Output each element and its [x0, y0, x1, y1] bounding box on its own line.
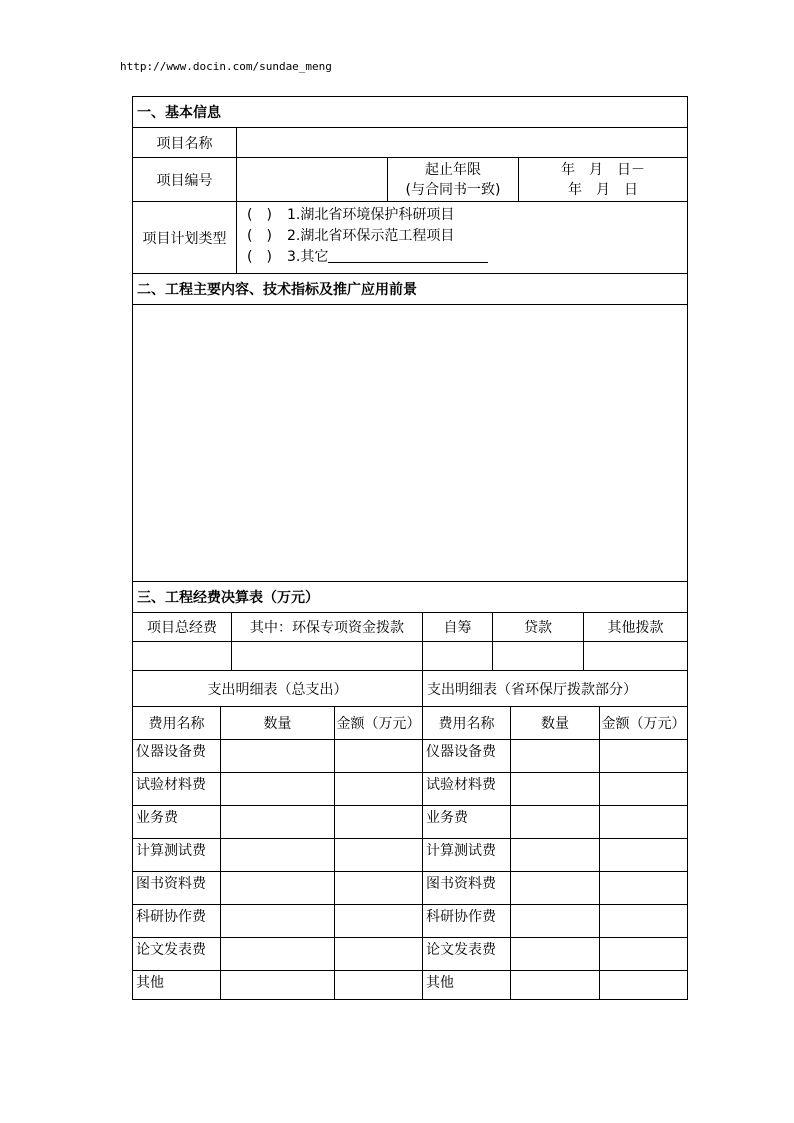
budget-title: 三、工程经费决算表（万元）	[133, 582, 688, 613]
expense-name-left: 业务费	[133, 806, 221, 839]
summary-value-total[interactable]	[133, 642, 232, 671]
detail-header-name-right: 费用名称	[423, 707, 511, 740]
quantity-left-field[interactable]	[221, 839, 335, 872]
amount-right-field[interactable]	[600, 806, 688, 839]
amount-left-field[interactable]	[335, 872, 423, 905]
summary-value-self-raised[interactable]	[423, 642, 493, 671]
expense-name-right: 其他	[423, 971, 511, 1000]
amount-right-field[interactable]	[600, 872, 688, 905]
budget-header-row	[133, 582, 688, 613]
detail-title-row	[133, 671, 688, 707]
project-name-field[interactable]	[237, 128, 688, 158]
detail-header-quantity-right: 数量	[511, 707, 600, 740]
amount-left-field[interactable]	[335, 839, 423, 872]
detail-row	[133, 806, 688, 839]
period-label-line1: 起止年限	[425, 161, 481, 178]
project-name-row	[133, 128, 688, 158]
content-title: 二、工程主要内容、技术指标及推广应用前景	[133, 274, 688, 305]
period-label-line2: (与合同书一致)	[405, 181, 501, 198]
detail-rows	[133, 740, 688, 1000]
plan-type-checkbox[interactable]: ( )	[247, 249, 272, 265]
plan-type-text: 2.湖北省环保示范工程项目	[287, 228, 455, 244]
amount-right-field[interactable]	[600, 740, 688, 773]
expense-name-left: 科研协作费	[133, 905, 221, 938]
detail-row	[133, 740, 688, 773]
quantity-right-field[interactable]	[511, 971, 600, 1000]
amount-left-field[interactable]	[335, 905, 423, 938]
other-type-blank[interactable]	[328, 247, 488, 263]
date-from: 年 月 日－	[561, 161, 645, 178]
period-dates[interactable]	[519, 158, 688, 202]
plan-type-checkbox[interactable]: ( )	[247, 228, 272, 244]
expense-name-left: 论文发表费	[133, 938, 221, 971]
expense-name-right: 仪器设备费	[423, 740, 511, 773]
summary-value-loan[interactable]	[493, 642, 584, 671]
project-number-row	[133, 158, 688, 202]
quantity-right-field[interactable]	[511, 806, 600, 839]
quantity-left-field[interactable]	[221, 971, 335, 1000]
period-label	[388, 158, 519, 202]
expense-name-left: 计算测试费	[133, 839, 221, 872]
basic-info-header-row	[133, 97, 688, 128]
summary-header-total: 项目总经费	[133, 613, 232, 642]
plan-type-row	[133, 202, 688, 274]
expense-name-right: 计算测试费	[423, 839, 511, 872]
project-name-label: 项目名称	[133, 128, 237, 158]
quantity-right-field[interactable]	[511, 872, 600, 905]
content-header-row	[133, 274, 688, 305]
quantity-left-field[interactable]	[221, 806, 335, 839]
detail-header-amount-right: 金额（万元）	[600, 707, 688, 740]
quantity-left-field[interactable]	[221, 872, 335, 905]
content-body-row	[133, 305, 688, 582]
detail-row	[133, 839, 688, 872]
plan-type-option[interactable]	[247, 205, 687, 226]
amount-left-field[interactable]	[335, 773, 423, 806]
amount-left-field[interactable]	[335, 806, 423, 839]
budget-summary-value-row	[133, 642, 688, 671]
summary-value-other[interactable]	[584, 642, 688, 671]
expense-name-left: 其他	[133, 971, 221, 1000]
amount-right-field[interactable]	[600, 971, 688, 1000]
amount-left-field[interactable]	[335, 938, 423, 971]
project-number-field[interactable]	[237, 158, 388, 202]
quantity-left-field[interactable]	[221, 905, 335, 938]
amount-right-field[interactable]	[600, 905, 688, 938]
summary-header-special-fund: 其中：环保专项资金拨款	[232, 613, 423, 642]
detail-row	[133, 773, 688, 806]
detail-row	[133, 938, 688, 971]
source-url: http://www.docin.com/sundae_meng	[120, 60, 332, 73]
detail-header-name: 费用名称	[133, 707, 221, 740]
amount-right-field[interactable]	[600, 773, 688, 806]
summary-header-loan: 贷款	[493, 613, 584, 642]
basic-info-title: 一、基本信息	[133, 97, 688, 128]
quantity-left-field[interactable]	[221, 773, 335, 806]
expense-name-right: 科研协作费	[423, 905, 511, 938]
content-body-field[interactable]	[133, 305, 688, 582]
quantity-right-field[interactable]	[511, 905, 600, 938]
quantity-right-field[interactable]	[511, 839, 600, 872]
detail-left-title: 支出明细表（总支出）	[133, 671, 423, 707]
expense-name-left: 仪器设备费	[133, 740, 221, 773]
plan-type-options	[237, 202, 688, 274]
detail-header-amount: 金额（万元）	[335, 707, 423, 740]
detail-header-quantity: 数量	[221, 707, 335, 740]
expense-name-right: 论文发表费	[423, 938, 511, 971]
expense-name-right: 试验材料费	[423, 773, 511, 806]
detail-right-title: 支出明细表（省环保厅拨款部分）	[423, 671, 688, 707]
amount-left-field[interactable]	[335, 971, 423, 1000]
plan-type-text: 3.其它	[287, 249, 329, 265]
amount-right-field[interactable]	[600, 839, 688, 872]
plan-type-option[interactable]	[247, 247, 687, 268]
amount-right-field[interactable]	[600, 938, 688, 971]
expense-name-right: 业务费	[423, 806, 511, 839]
detail-row	[133, 971, 688, 1000]
summary-header-self-raised: 自筹	[423, 613, 493, 642]
summary-value-special-fund[interactable]	[232, 642, 423, 671]
plan-type-label: 项目计划类型	[133, 202, 237, 274]
expense-name-left: 试验材料费	[133, 773, 221, 806]
date-to: 年 月 日	[568, 181, 638, 198]
budget-summary-header-row	[133, 613, 688, 642]
plan-type-checkbox[interactable]: ( )	[247, 207, 272, 223]
quantity-right-field[interactable]	[511, 740, 600, 773]
quantity-left-field[interactable]	[221, 740, 335, 773]
quantity-right-field[interactable]	[511, 773, 600, 806]
expense-name-right: 图书资料费	[423, 872, 511, 905]
plan-type-text: 1.湖北省环境保护科研项目	[287, 207, 455, 223]
plan-type-option[interactable]	[247, 226, 687, 247]
detail-header-row	[133, 707, 688, 740]
detail-row	[133, 905, 688, 938]
amount-left-field[interactable]	[335, 740, 423, 773]
quantity-right-field[interactable]	[511, 938, 600, 971]
quantity-left-field[interactable]	[221, 938, 335, 971]
detail-row	[133, 872, 688, 905]
project-form	[132, 96, 688, 1000]
summary-header-other: 其他拨款	[584, 613, 688, 642]
expense-name-left: 图书资料费	[133, 872, 221, 905]
project-number-label: 项目编号	[133, 158, 237, 202]
